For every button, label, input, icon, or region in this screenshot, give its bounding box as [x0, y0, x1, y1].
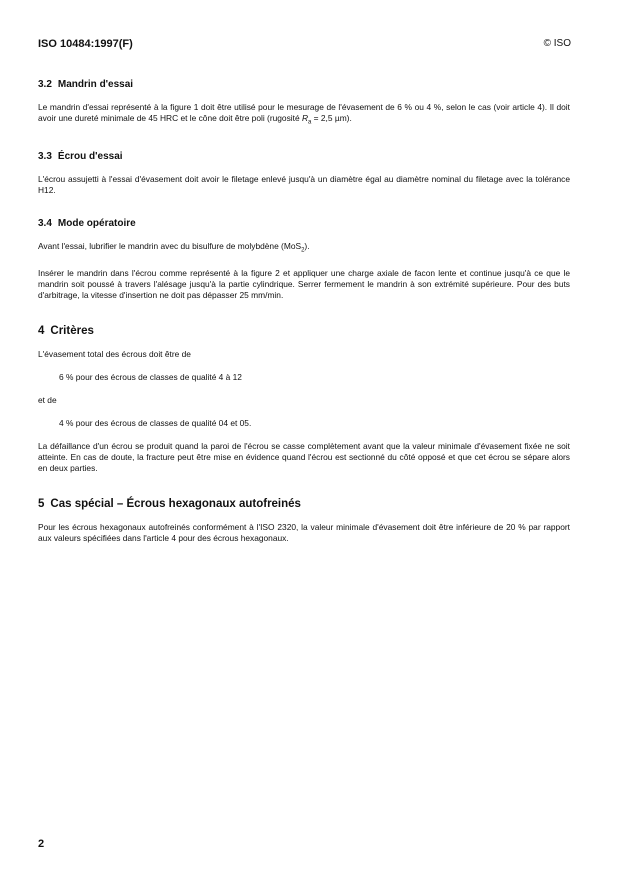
text-run: Le mandrin d'essai représenté à la figure 1 doit être utilisé pour le mesurage de l'évasement de 6 % ou 4 %, selon le cas (voir article 4). Il doit avoir une dureté minimale de 45 HRC et le cône doit être poli (rugosité — [38, 102, 570, 123]
page-number: 2 — [38, 838, 45, 850]
paragraph: L'écrou assujetti à l'essai d'évasement doit avoir le filetage enlevé jusqu'à un diamètre égal au diamètre nominal du filetage avec la tolérance H12. — [38, 173, 570, 195]
section-4 — [38, 325, 570, 474]
section-title: Mandrin d'essai — [57, 79, 134, 90]
paragraph — [38, 241, 570, 257]
indented-paragraph: 4 % pour des écrous de classes de qualité 04 et 05. — [59, 418, 252, 429]
section-3-4 — [38, 218, 570, 302]
section-title: Mode opératoire — [57, 217, 136, 229]
section-heading — [38, 325, 570, 337]
section-number: 4 — [38, 325, 45, 338]
section-5 — [38, 498, 570, 544]
text-run: ). — [304, 240, 310, 251]
paragraph — [38, 102, 570, 129]
paragraph: L'évasement total des écrous doit être de — [38, 349, 191, 360]
text-run: = 2,5 µm). — [311, 113, 352, 123]
section-title: Critères — [50, 325, 94, 338]
paragraph: Pour les écrous hexagonaux autofreinés conformément à l'ISO 2320, la valeur minimale d'évasement doit être inférieure de 20 % par rapport aux valeurs spécifiées dans l'article 4 pour des écrous hexagonaux. — [38, 522, 570, 544]
section-3-2 — [38, 79, 570, 129]
section-number: 3.4 — [38, 217, 52, 229]
subscript: a — [308, 119, 312, 126]
section-heading — [38, 79, 570, 90]
text-run: Avant l'essai, lubrifier le mandrin avec du bisulfure de molybdène (MoS — [38, 240, 302, 251]
section-number: 3.2 — [38, 79, 52, 90]
section-title: Écrou d'essai — [57, 150, 123, 162]
section-number: 3.3 — [38, 150, 52, 162]
document-body — [38, 79, 570, 556]
paragraph: et de — [38, 395, 57, 406]
section-heading — [38, 498, 570, 510]
paragraph: La défaillance d'un écrou se produit quand la paroi de l'écrou se casse complètement avant que la valeur minimale d'évasement fixée ne soit atteinte. En cas de doute, la fracture peut être mise en évidence quand l'écrou est sectionné du côté opposé et que cet écrou se sépare alors en deux parties. — [38, 441, 570, 474]
section-number: 5 — [38, 498, 45, 511]
subscript: 2 — [301, 247, 305, 254]
section-heading — [38, 218, 570, 229]
section-3-3 — [38, 151, 570, 196]
copyright-notice: © ISO — [543, 38, 571, 49]
section-heading — [38, 151, 570, 162]
indented-paragraph: 6 % pour des écrous de classes de qualité 4 à 12 — [59, 372, 242, 383]
section-title: Cas spécial – Écrous hexagonaux autofreinés — [50, 498, 301, 511]
document-id: ISO 10484:1997(F) — [38, 38, 133, 50]
paragraph: Insérer le mandrin dans l'écrou comme représenté à la figure 2 et appliquer une charge axiale de facon lente et continue jusqu'à ce que le mandrin soit poussé à travers l'alésage jusqu'à la partie cylindrique. Serrer fermement le mandrin à son extrémité supérieure. Pour des buts d'arbitrage, la vitesse d'insertion ne doit pas dépasser 25 mm/min. — [38, 268, 570, 301]
roughness-symbol: R — [301, 113, 309, 123]
